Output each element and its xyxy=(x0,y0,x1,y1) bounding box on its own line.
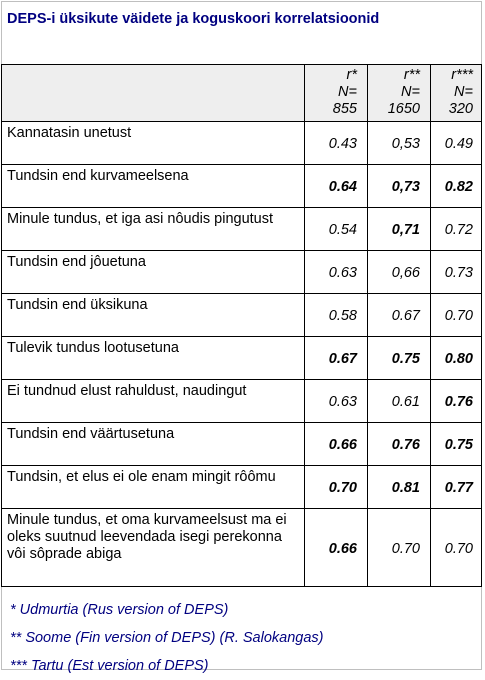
value-cell: 0.67 xyxy=(368,294,431,337)
header-n-label: N= xyxy=(338,84,357,100)
value-cell: 0.61 xyxy=(368,380,431,423)
value-cell: 0.72 xyxy=(431,208,482,251)
header-r: r*** xyxy=(451,67,473,83)
header-n: 1650 xyxy=(387,101,420,117)
table-row xyxy=(2,423,482,466)
value-cell: 0.66 xyxy=(305,509,368,587)
row-label: Minule tundus, et oma kurvameelsust ma ei oleks suutnud leevendada isegi perekonna vôi sôprade abiga xyxy=(2,509,305,587)
value-cell: 0.63 xyxy=(305,251,368,294)
table-row xyxy=(2,294,482,337)
table-row xyxy=(2,380,482,423)
footnote-soome: ** Soome (Fin version of DEPS) (R. Salokangas) xyxy=(10,630,324,646)
header-r: r* xyxy=(346,67,357,83)
header-n: 320 xyxy=(448,101,473,117)
table-row xyxy=(2,251,482,294)
header-cell-3 xyxy=(431,65,482,122)
header-n-label: N= xyxy=(454,84,473,100)
value-cell: 0.67 xyxy=(305,337,368,380)
row-label: Kannatasin unetust xyxy=(2,122,305,165)
value-cell: 0.76 xyxy=(431,380,482,423)
table-row xyxy=(2,208,482,251)
value-cell: 0,73 xyxy=(368,165,431,208)
value-cell: 0.73 xyxy=(431,251,482,294)
value-cell: 0.82 xyxy=(431,165,482,208)
value-cell: 0.49 xyxy=(431,122,482,165)
row-label: Tundsin end jôuetuna xyxy=(2,251,305,294)
row-label: Tulevik tundus lootusetuna xyxy=(2,337,305,380)
table-row xyxy=(2,165,482,208)
footnote-udmurtia: * Udmurtia (Rus version of DEPS) xyxy=(10,602,229,618)
value-cell: 0,66 xyxy=(368,251,431,294)
value-cell: 0.58 xyxy=(305,294,368,337)
value-cell: 0.75 xyxy=(431,423,482,466)
value-cell: 0.76 xyxy=(368,423,431,466)
row-label: Minule tundus, et iga asi nôudis pingutust xyxy=(2,208,305,251)
header-cell-2 xyxy=(368,65,431,122)
value-cell: 0.70 xyxy=(368,509,431,587)
row-label: Tundsin end üksikuna xyxy=(2,294,305,337)
page-title: DEPS-i üksikute väidete ja koguskoori korrelatsioonid xyxy=(7,11,380,27)
value-cell: 0.70 xyxy=(305,466,368,509)
table-row xyxy=(2,337,482,380)
correlation-table xyxy=(1,64,482,587)
header-cell-1 xyxy=(305,65,368,122)
header-empty-cell xyxy=(2,65,305,122)
footnotes xyxy=(10,596,324,680)
value-cell: 0.43 xyxy=(305,122,368,165)
value-cell: 0,53 xyxy=(368,122,431,165)
table-row xyxy=(2,509,482,587)
row-label: Ei tundnud elust rahuldust, naudingut xyxy=(2,380,305,423)
header-r: r** xyxy=(403,67,420,83)
row-label: Tundsin end väärtusetuna xyxy=(2,423,305,466)
value-cell: 0.70 xyxy=(431,294,482,337)
table-header-row xyxy=(2,65,482,122)
footnote-tartu: *** Tartu (Est version of DEPS) xyxy=(10,658,209,674)
table-row xyxy=(2,466,482,509)
value-cell: 0.80 xyxy=(431,337,482,380)
table-row xyxy=(2,122,482,165)
value-cell: 0.64 xyxy=(305,165,368,208)
value-cell: 0.75 xyxy=(368,337,431,380)
row-label: Tundsin, et elus ei ole enam mingit rôômu xyxy=(2,466,305,509)
row-label: Tundsin end kurvameelsena xyxy=(2,165,305,208)
header-n: 855 xyxy=(332,101,357,117)
value-cell: 0.66 xyxy=(305,423,368,466)
value-cell: 0.54 xyxy=(305,208,368,251)
value-cell: 0,71 xyxy=(368,208,431,251)
header-n-label: N= xyxy=(401,84,420,100)
value-cell: 0.70 xyxy=(431,509,482,587)
value-cell: 0.81 xyxy=(368,466,431,509)
value-cell: 0.63 xyxy=(305,380,368,423)
value-cell: 0.77 xyxy=(431,466,482,509)
